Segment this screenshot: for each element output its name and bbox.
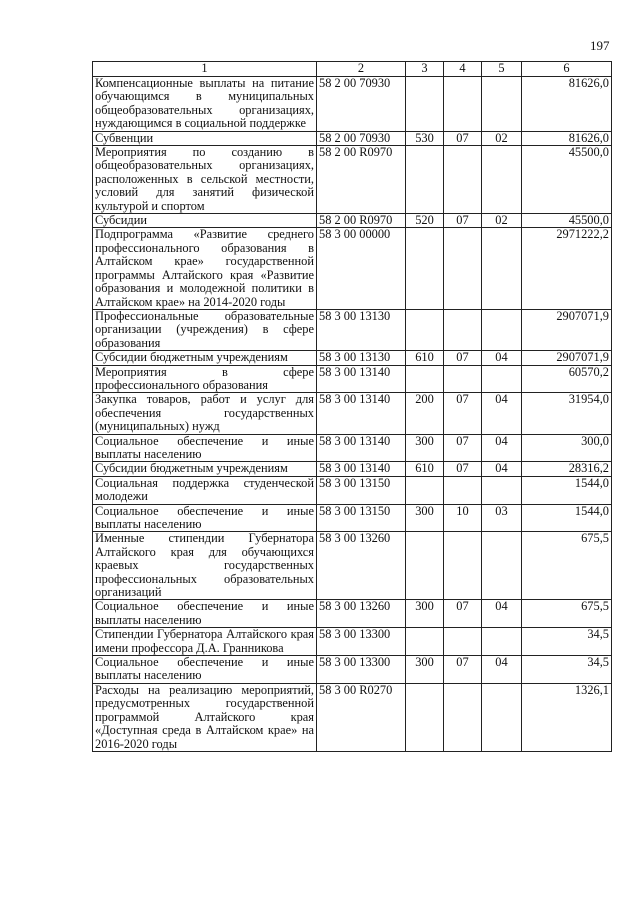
column-header: 6: [522, 62, 612, 77]
row-expense-type: [406, 683, 444, 751]
table-body: [93, 77, 612, 752]
row-amount: 1326,1: [522, 683, 612, 751]
row-amount: 45500,0: [522, 146, 612, 214]
table-row: [93, 77, 612, 132]
table-row: [93, 146, 612, 214]
table-row: [93, 393, 612, 434]
column-header: 5: [482, 62, 522, 77]
table-row: [93, 476, 612, 504]
row-code: 58 3 00 13130: [317, 309, 406, 350]
row-section: 07: [444, 656, 482, 684]
table-row: [93, 228, 612, 309]
row-section: [444, 228, 482, 309]
row-section: [444, 532, 482, 600]
row-code: 58 3 00 13150: [317, 476, 406, 504]
row-section: 07: [444, 131, 482, 145]
row-subsection: [482, 365, 522, 393]
row-code: 58 3 00 13300: [317, 628, 406, 656]
table-row: [93, 309, 612, 350]
row-subsection: 02: [482, 214, 522, 228]
row-code: 58 3 00 13260: [317, 600, 406, 628]
row-subsection: 04: [482, 393, 522, 434]
row-amount: 2971222,2: [522, 228, 612, 309]
row-name: Профессиональные образовательные организации (учреждения) в сфере образования: [93, 309, 317, 350]
row-section: 07: [444, 214, 482, 228]
row-name: Социальное обеспечение и иные выплаты населению: [93, 504, 317, 532]
row-expense-type: 610: [406, 462, 444, 476]
row-amount: 2907071,9: [522, 309, 612, 350]
row-expense-type: [406, 309, 444, 350]
row-expense-type: 300: [406, 656, 444, 684]
row-name: Компенсационные выплаты на питание обучающимся в муниципальных общеобразовательных организациях, нуждающимся в социальной поддержке: [93, 77, 317, 132]
row-expense-type: [406, 365, 444, 393]
row-subsection: 04: [482, 434, 522, 462]
row-subsection: 04: [482, 656, 522, 684]
row-amount: 31954,0: [522, 393, 612, 434]
row-subsection: 02: [482, 131, 522, 145]
table-row: [93, 504, 612, 532]
row-amount: 1544,0: [522, 476, 612, 504]
row-subsection: [482, 476, 522, 504]
table-row: [93, 365, 612, 393]
row-subsection: [482, 77, 522, 132]
row-section: 07: [444, 393, 482, 434]
row-code: 58 2 00 70930: [317, 77, 406, 132]
row-amount: 675,5: [522, 532, 612, 600]
row-name: Социальное обеспечение и иные выплаты населению: [93, 656, 317, 684]
row-amount: 675,5: [522, 600, 612, 628]
row-name: Подпрограмма «Развитие среднего профессионального образования в Алтайском крае» государственной программы Алтайского края «Развитие образования и молодежной политики в Алтайском крае» на 2014-2020 годы: [93, 228, 317, 309]
row-section: 07: [444, 600, 482, 628]
row-expense-type: [406, 628, 444, 656]
row-name: Именные стипендии Губернатора Алтайского края для обучающихся краевых государственных профессиональных образовательных организаций: [93, 532, 317, 600]
row-code: 58 3 00 13300: [317, 656, 406, 684]
row-name: Закупка товаров, работ и услуг для обеспечения государственных (муниципальных) нужд: [93, 393, 317, 434]
row-code: 58 3 00 13140: [317, 462, 406, 476]
row-code: 58 3 00 13140: [317, 365, 406, 393]
row-subsection: [482, 683, 522, 751]
table-row: [93, 351, 612, 365]
row-section: [444, 77, 482, 132]
row-code: 58 3 00 R0270: [317, 683, 406, 751]
table-row: [93, 656, 612, 684]
row-subsection: [482, 146, 522, 214]
row-code: 58 3 00 13140: [317, 393, 406, 434]
row-section: [444, 628, 482, 656]
row-amount: 300,0: [522, 434, 612, 462]
row-name: Мероприятия в сфере профессионального образования: [93, 365, 317, 393]
row-amount: 34,5: [522, 628, 612, 656]
table-row: [93, 628, 612, 656]
row-subsection: [482, 309, 522, 350]
page-number: 197: [590, 38, 610, 53]
row-section: 07: [444, 434, 482, 462]
row-name: Социальное обеспечение и иные выплаты населению: [93, 434, 317, 462]
row-name: Субсидии бюджетным учреждениям: [93, 351, 317, 365]
row-amount: 28316,2: [522, 462, 612, 476]
row-subsection: 04: [482, 351, 522, 365]
row-subsection: 04: [482, 600, 522, 628]
row-amount: 1544,0: [522, 504, 612, 532]
row-section: 07: [444, 462, 482, 476]
row-section: [444, 683, 482, 751]
row-subsection: 03: [482, 504, 522, 532]
row-expense-type: [406, 532, 444, 600]
table-row: [93, 131, 612, 145]
row-name: Расходы на реализацию мероприятий, предусмотренных государственной программой Алтайского края «Доступная среда в Алтайском крае» на 2016-2020 годы: [93, 683, 317, 751]
table-row: [93, 434, 612, 462]
row-code: 58 3 00 13140: [317, 434, 406, 462]
row-amount: 81626,0: [522, 131, 612, 145]
row-expense-type: [406, 476, 444, 504]
row-expense-type: 200: [406, 393, 444, 434]
row-code: 58 2 00 70930: [317, 131, 406, 145]
row-expense-type: 300: [406, 504, 444, 532]
row-section: [444, 365, 482, 393]
column-header: 1: [93, 62, 317, 77]
row-name: Субсидии: [93, 214, 317, 228]
row-section: 10: [444, 504, 482, 532]
row-section: [444, 146, 482, 214]
row-section: 07: [444, 351, 482, 365]
table-row: [93, 532, 612, 600]
row-code: 58 3 00 13260: [317, 532, 406, 600]
column-header: 3: [406, 62, 444, 77]
row-name: Субсидии бюджетным учреждениям: [93, 462, 317, 476]
budget-table: [92, 61, 612, 752]
row-code: 58 2 00 R0970: [317, 146, 406, 214]
row-code: 58 2 00 R0970: [317, 214, 406, 228]
row-name: Мероприятия по созданию в общеобразовательных организациях, расположенных в сельской местности, условий для занятий физической культурой и спортом: [93, 146, 317, 214]
row-amount: 34,5: [522, 656, 612, 684]
row-name: Социальное обеспечение и иные выплаты населению: [93, 600, 317, 628]
row-amount: 81626,0: [522, 77, 612, 132]
table-row: [93, 462, 612, 476]
row-expense-type: [406, 228, 444, 309]
row-subsection: [482, 228, 522, 309]
row-code: 58 3 00 13130: [317, 351, 406, 365]
row-subsection: [482, 532, 522, 600]
header-row: [93, 62, 612, 77]
row-section: [444, 476, 482, 504]
row-expense-type: 530: [406, 131, 444, 145]
row-expense-type: 520: [406, 214, 444, 228]
row-name: Стипендии Губернатора Алтайского края имени профессора Д.А. Гранникова: [93, 628, 317, 656]
row-name: Социальная поддержка студенческой молодежи: [93, 476, 317, 504]
table-row: [93, 600, 612, 628]
row-name: Субвенции: [93, 131, 317, 145]
row-expense-type: [406, 146, 444, 214]
row-amount: 60570,2: [522, 365, 612, 393]
column-header: 4: [444, 62, 482, 77]
row-expense-type: 300: [406, 600, 444, 628]
row-expense-type: 300: [406, 434, 444, 462]
row-expense-type: 610: [406, 351, 444, 365]
row-amount: 2907071,9: [522, 351, 612, 365]
row-code: 58 3 00 00000: [317, 228, 406, 309]
row-subsection: 04: [482, 462, 522, 476]
table-row: [93, 214, 612, 228]
row-subsection: [482, 628, 522, 656]
row-code: 58 3 00 13150: [317, 504, 406, 532]
row-expense-type: [406, 77, 444, 132]
row-amount: 45500,0: [522, 214, 612, 228]
table-row: [93, 683, 612, 751]
column-header: 2: [317, 62, 406, 77]
row-section: [444, 309, 482, 350]
